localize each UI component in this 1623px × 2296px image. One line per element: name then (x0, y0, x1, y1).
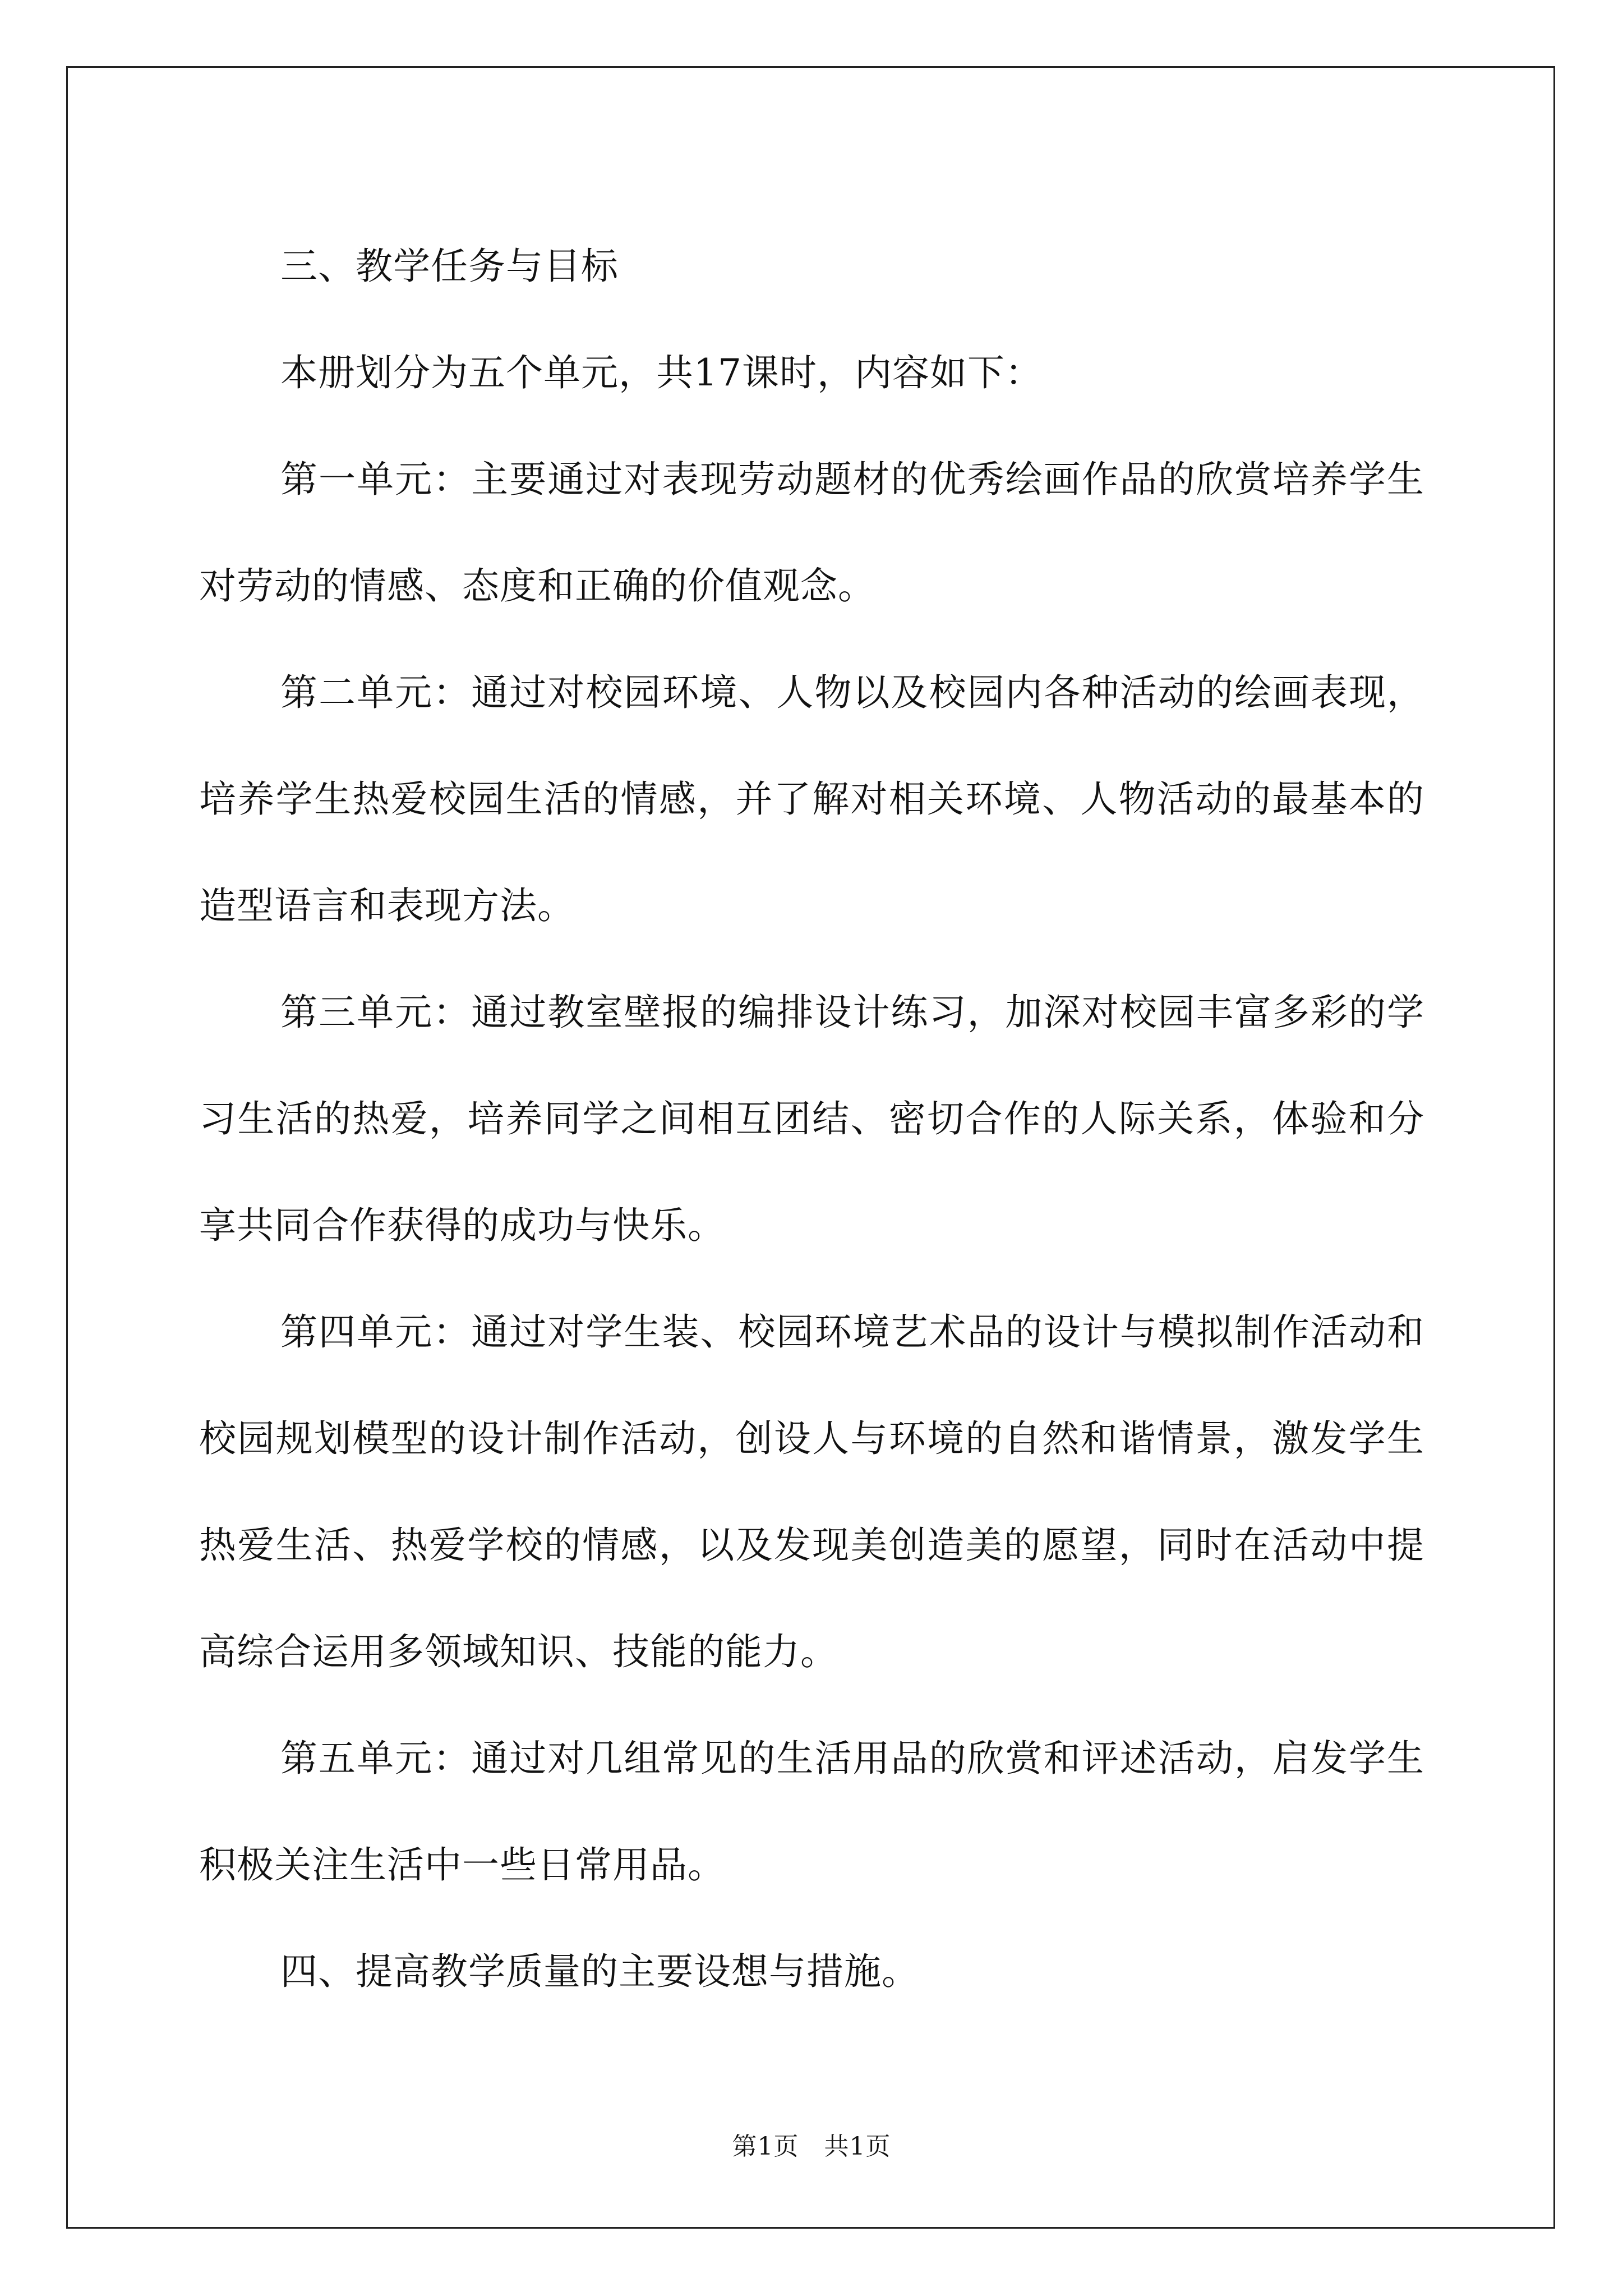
section-heading-3: 三、教学任务与目标 (280, 245, 619, 288)
document-body (199, 213, 1424, 2025)
unit-3-paragraph: 第三单元：通过教室壁报的编排设计练习，加深对校园丰富多彩的学习生活的热爱，培养同学之间相互团结、密切合作的人际关系，体验和分享共同合作获得的成功与快乐。 (199, 991, 1424, 1247)
unit-1-paragraph: 第一单元：主要通过对表现劳动题材的优秀绘画作品的欣赏培养学生对劳动的情感、态度和正确的价值观念。 (199, 458, 1424, 608)
intro-paragraph: 本册划分为五个单元，共17课时，内容如下： (280, 351, 1043, 394)
unit-4-paragraph: 第四单元：通过对学生装、校园环境艺术品的设计与模拟制作活动和校园规划模型的设计制作活动，创设人与环境的自然和谐情景，激发学生热爱生活、热爱学校的情感，以及发现美创造美的愿望，同时在活动中提高综合运用多领域知识、技能的能力。 (199, 1310, 1424, 1673)
unit-5-paragraph: 第五单元：通过对几组常见的生活用品的欣赏和评述活动，启发学生积极关注生活中一些日常用品。 (199, 1737, 1424, 1887)
page-total: 共1页 (824, 2132, 891, 2161)
unit-2-paragraph: 第二单元：通过对校园环境、人物以及校园内各种活动的绘画表现，培养学生热爱校园生活的情感，并了解对相关环境、人物活动的最基本的造型语言和表现方法。 (199, 671, 1424, 927)
page-footer (0, 2126, 1623, 2162)
page-number: 第1页 (732, 2132, 799, 2161)
section-heading-4: 四、提高教学质量的主要设想与措施。 (280, 1950, 919, 1993)
